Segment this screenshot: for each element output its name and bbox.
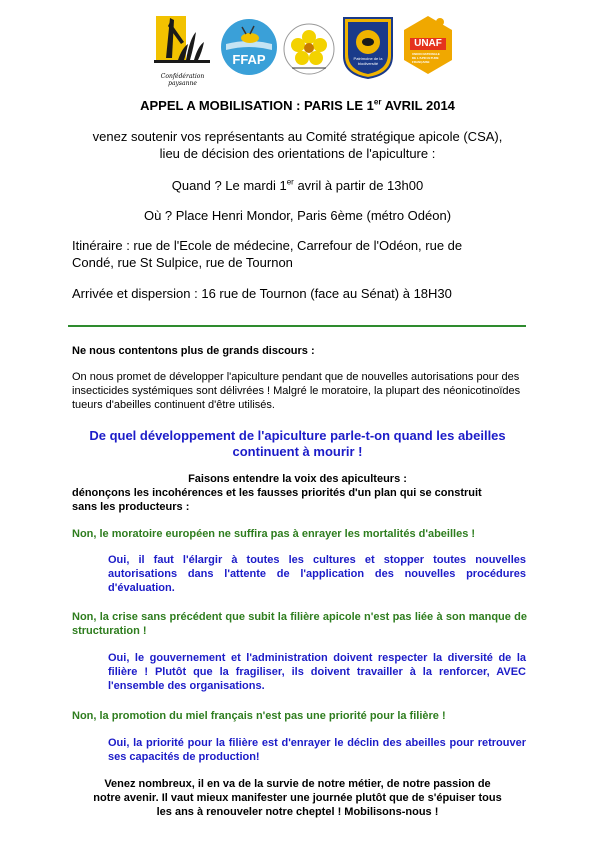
title-main: APPEL A MOBILISATION : PARIS LE 1	[140, 98, 374, 113]
itinerary	[72, 237, 462, 271]
intro-line-1: venez soutenir vos représentants au Comité stratégique apicole (CSA),	[92, 129, 503, 144]
faisons-line-1: Faisons entendre la voix des apiculteurs :	[188, 473, 407, 485]
discours-heading: Ne nous contentons plus de grands discours :	[72, 345, 315, 357]
arrival-line: Arrivée et dispersion : 16 rue de Tournon (face au Sénat) à 18H30	[72, 286, 452, 301]
non-2: Non, la crise sans précédent que subit la filière apicole n'est pas liée à son manque de structuration !	[72, 611, 527, 637]
faisons-line-2: dénonçons les incohérences et les fausses priorités d'un plan qui se construit	[72, 487, 482, 499]
question-heading	[0, 428, 595, 460]
confederation-paysanne-caption: Confédération paysanne	[160, 73, 205, 87]
faisons-paragraph	[0, 472, 595, 514]
faisons-line-3: sans les producteurs :	[72, 501, 190, 513]
closing-paragraph	[0, 777, 595, 819]
intro-paragraph	[0, 128, 595, 162]
oui-2: Oui, le gouvernement et l'administration doivent respecter la diversité de la filière ! Plutôt que la fragiliser, ils doivent travailler à la renforcer, AVEC l'ensemble des organisations.	[108, 652, 526, 692]
confederation-paysanne-logo	[150, 8, 215, 87]
ffap-logo	[220, 18, 278, 76]
unaf-subtitle: UNION NATIONALE DE L'APICULTURE FRANÇAISE	[412, 52, 440, 64]
discours-body: On nous promet de développer l'apiculture pendant que de nouvelles autorisations pour des insecticides systémiques sont délivrées ! Malgré le moratoire, la plupart des néonicotinoïdes tueurs d'abeilles continuent d'être utilisés.	[72, 371, 521, 411]
intro-line-2: lieu de décision des orientations de l'apiculture :	[159, 146, 436, 161]
syndicate-caption: Patrimoine de la biodiversité	[353, 56, 383, 66]
page-title	[0, 98, 595, 113]
unaf-logo	[400, 12, 456, 82]
unaf-label: UNAF	[414, 38, 442, 49]
oui-3: Oui, la priorité pour la filière est d'enrayer le déclin des abeilles pour retrouver ses capacités de production!	[108, 737, 526, 763]
question-line-2: continuent à mourir !	[232, 444, 363, 459]
non-1: Non, le moratoire européen ne suffira pas à enrayer les mortalités d'abeilles !	[72, 528, 476, 540]
closing-line-2: notre avenir. Il vaut mieux manifester une journée plutôt que de s'épuiser tous	[93, 792, 502, 804]
itinerary-line-1: Itinéraire : rue de l'Ecole de médecine, Carrefour de l'Odéon, rue de	[72, 238, 463, 253]
oui-1: Oui, il faut l'élargir à toutes les cultures et stopper toutes nouvelles autorisations dans l'attente de l'application des nouvelles procédures d'évaluation.	[108, 554, 526, 594]
closing-line-3: les ans à renouveler notre cheptel ! Mobilisons-nous !	[156, 806, 439, 818]
quand-main: Quand ? Le mardi 1	[171, 178, 287, 193]
ffap-label: FFAP	[232, 52, 266, 67]
question-line-1: De quel développement de l'apiculture parle-t-on quand les abeilles	[89, 428, 506, 443]
quand-sup: er	[286, 177, 294, 187]
logo-bar	[150, 8, 460, 88]
apiculture-syndicate-logo	[340, 14, 396, 80]
closing-line-1: Venez nombreux, il en va de la survie de notre métier, de notre passion de	[104, 778, 491, 790]
non-3: Non, la promotion du miel français n'est pas une priorité pour la filière !	[72, 710, 446, 722]
flower-bee-logo	[282, 22, 336, 76]
quand-end: avril à partir de 13h00	[293, 178, 424, 193]
itinerary-line-2: Condé, rue St Sulpice, rue de Tournon	[72, 255, 293, 270]
quand-line	[0, 178, 595, 193]
title-end: AVRIL 2014	[381, 98, 455, 113]
location-line: Où ? Place Henri Mondor, Paris 6ème (métro Odéon)	[143, 208, 452, 223]
title-sup: er	[373, 97, 382, 107]
green-divider	[68, 325, 526, 327]
